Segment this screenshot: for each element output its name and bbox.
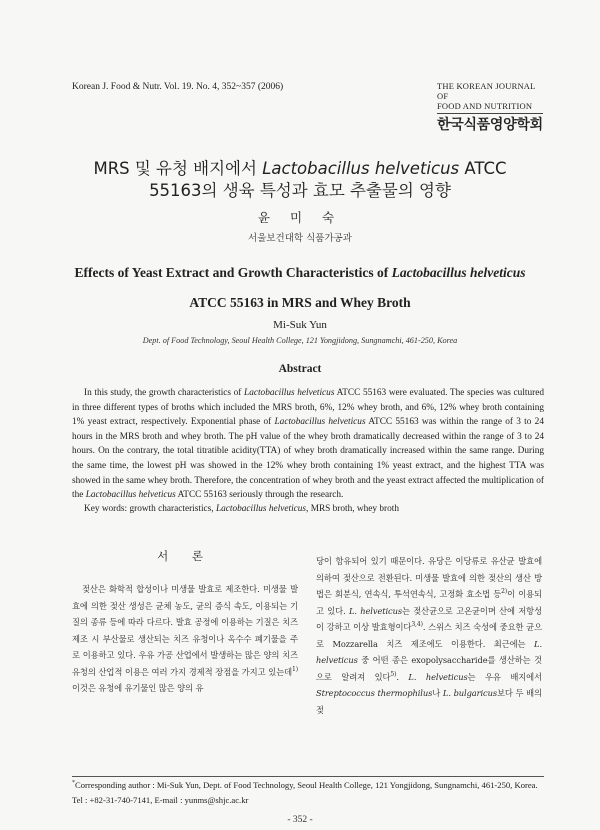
footnote-contact: Tel : +82-31-740-7141, E-mail : yunms@shjc.ac.kr xyxy=(72,794,249,805)
species-name: L. helveticus xyxy=(348,605,402,616)
section-heading-introduction: 서 론 xyxy=(157,549,213,563)
title-ko-species: Lactobacillus helveticus xyxy=(262,159,460,178)
title-en-line2: ATCC 55163 in MRS and Whey Broth xyxy=(189,295,411,310)
footnote-line1: Corresponding author : Mi-Suk Yun, Dept. of Food Technology, Seoul Health College, 121 Yongjidong, Sungnamchi, 461-250, Korea. xyxy=(75,780,538,790)
abstract-species: Lactobacillus helveticus xyxy=(85,490,176,501)
body-text: 당이 함유되어 있기 때문이다. 유당은 이당류로 유산균 발효에 의하여 젖산으로 전환된다. 미생물 발효에 의한 젖산의 생산 방법은 회분식, 연속식, 투석연속식, 고정화 효소법 등 xyxy=(316,556,542,599)
footnote xyxy=(72,778,544,807)
citation-ref: 2) xyxy=(501,588,508,596)
abstract-seg: ATCC 55163 seriously through the research. xyxy=(175,490,344,501)
keywords xyxy=(84,504,544,514)
footnote-marker: * xyxy=(72,780,75,787)
body-text: . 스위스 치즈 숙성에 중요한 균으로 Mozzarella 치즈 제조에도 이용한다. 최근에는 xyxy=(316,622,542,649)
title-ko-part1: MRS 및 유청 배지에서 xyxy=(93,159,263,178)
species-name: L. helveticus xyxy=(408,671,468,682)
abstract-species: Lactobacillus helveticus xyxy=(274,417,366,428)
abstract-heading: Abstract xyxy=(278,363,322,375)
journal-name-en-line2: FOOD AND NUTRITION xyxy=(437,101,533,111)
abstract-seg: In this study, the growth characteristics of xyxy=(84,388,245,398)
journal-name-ko: 한국식품영양학회 xyxy=(437,117,543,133)
author-english: Mi-Suk Yun xyxy=(273,319,327,331)
journal-name-en-line1: THE KOREAN JOURNAL OF xyxy=(437,81,536,101)
body-text: . xyxy=(396,671,409,682)
abstract-species: Lactobacillus helveticus xyxy=(244,388,335,398)
species-name: Streptococcus thermophilus xyxy=(316,688,433,698)
title-en-part1: Effects of Yeast Extract and Growth Characteristics of xyxy=(74,265,392,280)
body-text: 중 어떤 종은 exopolysaccharide를 생산하는 것으로 알려져 있다 xyxy=(316,655,542,682)
abstract-seg: ATCC 55163 were evaluated. The species was cultured in three different types of broths which included the MRS broth, 6%, 12% whey broth, and 6%, 12% whey broth containing 1% yeast extract, respectively. Exponential phase of xyxy=(72,388,545,428)
body-text: 이것은 유청에 유기물인 많은 양의 유 xyxy=(72,683,204,693)
citation-ref: 5) xyxy=(390,670,397,678)
body-column-right xyxy=(316,553,542,718)
species-name: L. helveticus xyxy=(316,638,542,665)
journal-citation: Korean J. Food & Nutr. Vol. 19. No. 4, 352~357 (2006) xyxy=(72,82,284,92)
title-ko-part2: ATCC xyxy=(459,159,507,178)
species-name: L. bulgaricus xyxy=(442,688,497,698)
title-en-species: Lactobacillus helveticus xyxy=(391,265,526,280)
page-number: - 352 - xyxy=(287,815,313,825)
title-english xyxy=(0,258,600,318)
title-ko-line2: 55163의 생육 특성과 효모 추출물의 영향 xyxy=(149,181,451,200)
title-korean xyxy=(0,158,600,202)
body-text: 젖산은 화학적 합성이나 미생물 발효로 제조한다. 미생물 발효에 의한 젖산 생성은 균체 농도, 균의 증식 속도, 이용되는 기질의 종류 등에 따라 다르다. 발효 공정에 이용하는 기질은 치즈 제조 시 부산물로 생산되는 치즈 유청이나 옥수수 폐기물을 주로 이용하고 있다. 우유 가공 산업에서 발생하는 많은 양의 치즈 유청의 산업적 이용은 여러 가지 경제적 장점을 가지고 있는데 xyxy=(72,584,298,677)
affiliation-korean: 서울보건대학 식품가공과 xyxy=(248,233,352,244)
body-text: 이 이용되고 있다. xyxy=(316,589,542,616)
body-text: 는 젖산균으로 고온균이며 산에 저항성이 강하고 이상 발효형이다 xyxy=(316,605,542,632)
body-text: 나 xyxy=(432,688,443,698)
abstract-seg: ATCC 55163 was within the range of 3 to 24 hours in the MRS broth and whey broth. The pH value of the whey broth dramatically decreased within the range of 3 to 24 hours. On the contrary, the total titratible acidity(TTA) of whey broth dramatically increased within the same range. During the same time, the lowest pH was showed in the 12% whey broth containing 1% yeast extract, and the highest TTA was showed in the same whey broth. Therefore, the concentration of whey broth and the yeast extract affected the multiplication of the xyxy=(72,417,544,501)
citation-ref: 1) xyxy=(292,665,298,673)
author-korean: 윤 미 숙 xyxy=(257,210,343,225)
keywords-seg: Key words: growth characteristics, xyxy=(84,504,216,514)
abstract-text xyxy=(72,386,544,503)
footnote-corresponding xyxy=(72,778,544,793)
footnote-divider xyxy=(72,776,544,777)
journal-logo xyxy=(437,81,543,134)
body-text: 보다 두 배의 젖 xyxy=(316,688,542,715)
journal-logo-rule xyxy=(437,113,543,114)
keywords-seg: , MRS broth, whey broth xyxy=(306,504,400,514)
body-text: 는 우유 배지에서 xyxy=(467,671,543,682)
citation-ref: 3,4) xyxy=(411,621,423,629)
body-column-left xyxy=(72,581,298,697)
affiliation-english: Dept. of Food Technology, Seoul Health College, 121 Yongjidong, Sungnamchi, 461-250, Korea xyxy=(142,336,458,345)
keywords-species: Lactobacillus helveticus xyxy=(215,504,307,514)
